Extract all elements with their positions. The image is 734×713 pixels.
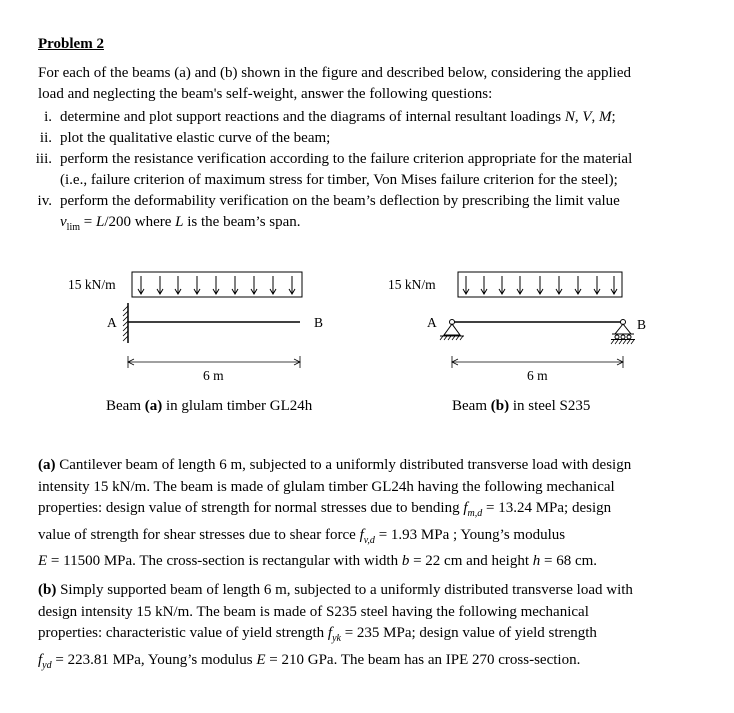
question-number: i. <box>44 109 52 125</box>
beam-a-label-b: B <box>314 315 324 330</box>
beam-b-dimension <box>452 356 623 368</box>
question-text: determine and plot support reactions and the diagrams of internal resultant loadings N, V, M; <box>60 109 616 125</box>
question-text: $v_{lim} = L/200$ where L is the beam’s span. <box>60 214 301 233</box>
paragraph-a-line-2: intensity 15 kN/m. The beam is made of glulam timber GL24h having the following mechanical <box>38 478 615 495</box>
beam-b-caption: Beam (b) in steel S235 <box>452 398 591 414</box>
paragraph-a-line-1: (a) Cantilever beam of length 6 m, subjected to a uniformly distributed transverse load with design <box>38 457 632 473</box>
paragraph-a <box>38 455 631 573</box>
paragraph-b-line-1: (b) Simply supported beam of length 6 m, subjected to a uniformly distributed transverse load with <box>38 582 633 598</box>
question-text: perform the resistance verification according to the failure criterion appropriate for the material <box>60 151 633 167</box>
beam-b-load-arrows <box>463 276 617 294</box>
beam-b-load-label: 15 kN/m <box>388 277 436 292</box>
beam-b-diagram <box>440 272 635 368</box>
beam-a-load-arrows <box>138 276 295 294</box>
beam-b-span-label: 6 m <box>527 368 548 383</box>
paragraph-a-line-5: E = 11500 MPa. The cross-section is rectangular with width b = 22 cm and height h = 68 cm. <box>38 553 598 569</box>
paragraph-a-line-4: value of strength for shear stresses due to shear force $f_{v,d} = 1.93$ MPa ; Young’s modulus <box>38 526 566 546</box>
beam-a-dimension <box>128 356 300 368</box>
intro-line-2: load and neglecting the beam's self-weight, answer the following questions: <box>38 86 493 102</box>
beam-b-roller-support <box>611 320 635 345</box>
beam-b-label-a: A <box>427 315 437 330</box>
question-number: iv. <box>37 193 52 209</box>
question-number: iii. <box>35 151 52 167</box>
paragraph-b-line-3: properties: characteristic value of yield strength $f_{yk} = 235$ MPa; design value of yield strength <box>38 625 597 644</box>
paragraph-b-line-4: $f_{yd} = 223.81$ MPa, Young’s modulus E = 210 GPa. The beam has an IPE 270 cross-section. <box>38 651 581 671</box>
paragraph-b-line-2: design intensity 15 kN/m. The beam is made of S235 steel having the following mechanical <box>38 603 589 620</box>
intro-line-1: For each of the beams (a) and (b) shown in the figure and described below, considering the applied <box>38 65 631 81</box>
beam-b-label-b: B <box>637 317 647 332</box>
beam-a-caption: Beam (a) in glulam timber GL24h <box>106 398 313 414</box>
beam-a-label-a: A <box>107 315 117 330</box>
problem-title: Problem 2 <box>38 36 104 52</box>
question-text: (i.e., failure criterion of maximum stress for timber, Von Mises failure criterion for the steel); <box>60 172 618 188</box>
question-text: plot the qualitative elastic curve of the beam; <box>60 130 331 146</box>
beam-a-diagram <box>123 272 302 368</box>
paragraph-a-line-3: properties: design value of strength for normal stresses due to bending $f_{m,d} = 13.24$ MPa; design <box>38 500 612 519</box>
paragraph-b <box>38 580 633 676</box>
question-text: perform the deformability verification on the beam’s deflection by prescribing the limit value <box>60 193 620 209</box>
beam-a-load-label: 15 kN/m <box>68 277 116 292</box>
beam-a-span-label: 6 m <box>203 368 224 383</box>
question-number: ii. <box>39 130 52 146</box>
